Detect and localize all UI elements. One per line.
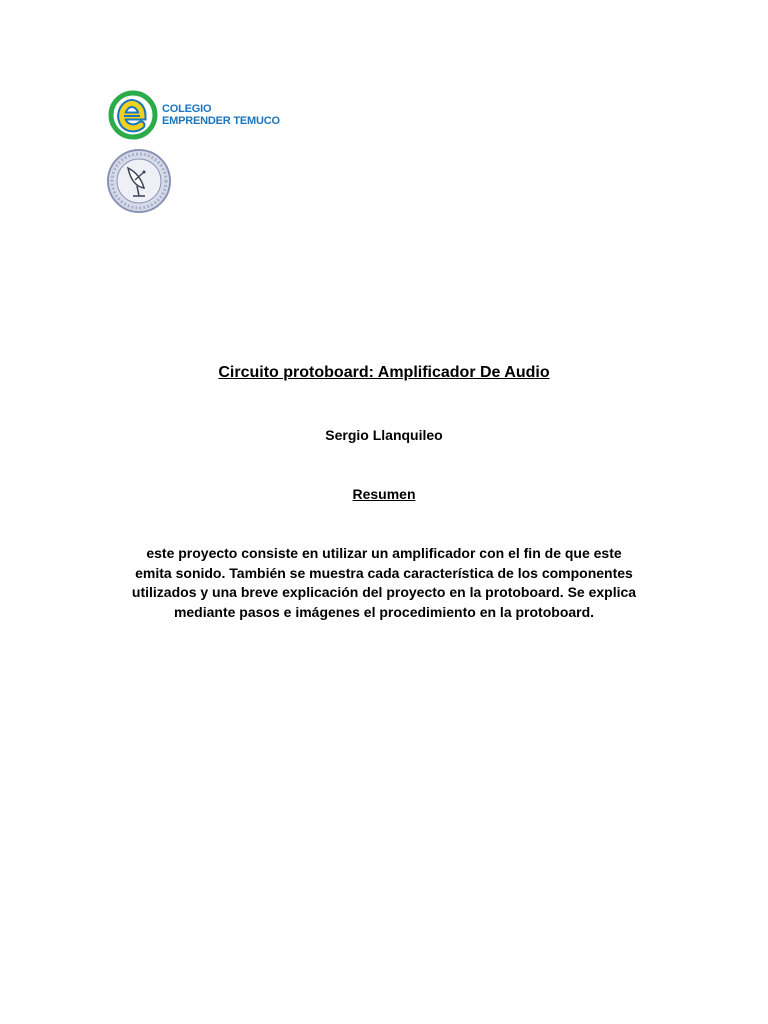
school-logo-icon bbox=[108, 90, 158, 140]
satellite-dish-icon bbox=[106, 148, 172, 214]
section-heading: Resumen bbox=[352, 486, 416, 502]
school-name-line2: EMPRENDER TEMUCO bbox=[162, 115, 280, 127]
author-name: Sergio Llanquileo bbox=[325, 427, 443, 443]
abstract-line: este proyecto consiste en utilizar un amplificador con el fin de que este bbox=[146, 545, 622, 561]
document-title: Circuito protoboard: Amplificador De Audio bbox=[218, 364, 550, 381]
school-logo bbox=[108, 90, 280, 140]
telecom-seal bbox=[106, 148, 172, 214]
abstract-line: utilizados y una breve explicación del proyecto en la protoboard. Se explica bbox=[131, 584, 637, 600]
abstract-line: mediante pasos e imágenes el procedimiento en la protoboard. bbox=[173, 603, 595, 620]
school-name-line1: COLEGIO bbox=[162, 103, 212, 115]
abstract-paragraph bbox=[100, 544, 668, 622]
abstract-line: emita sonido. También se muestra cada característica de los componentes bbox=[135, 564, 633, 581]
